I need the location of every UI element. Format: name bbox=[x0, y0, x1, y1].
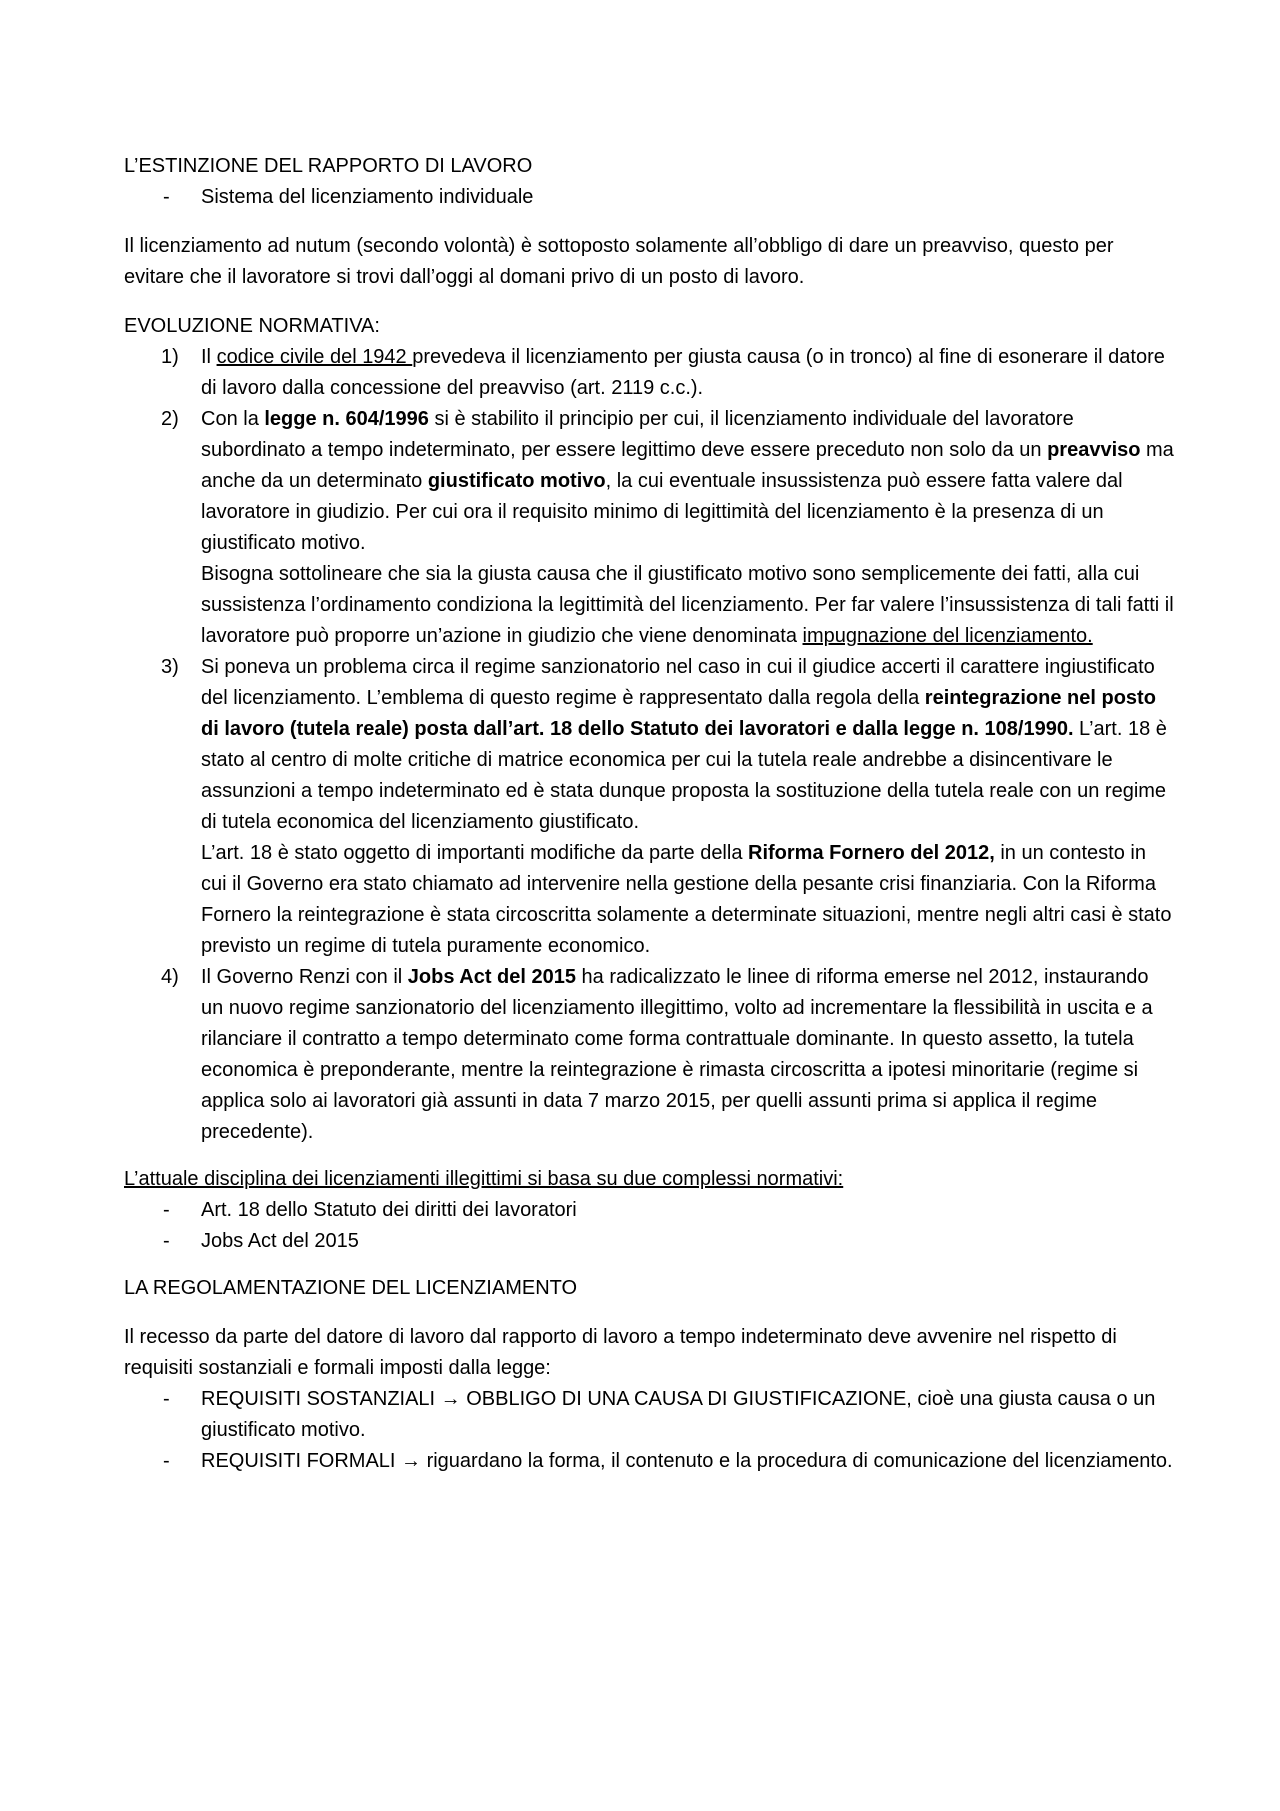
list-item-text: Jobs Act del 2015 bbox=[201, 1230, 359, 1252]
item-text: ma anche da un determinato bbox=[201, 439, 1174, 492]
item-text: , la cui eventuale insussistenza può essere fatta valere dal lavoratore in giudizio. Per cui ora il requisito minimo di legittimità del licenziamento è la presenza di un giustificato motivo. bbox=[201, 470, 1123, 554]
bold-text: Riforma Fornero del 2012, bbox=[748, 842, 995, 864]
regulation-heading: LA REGOLAMENTAZIONE DEL LICENZIAMENTO bbox=[124, 1277, 578, 1299]
item-paragraph bbox=[201, 838, 1174, 962]
item-number: 4) bbox=[161, 966, 179, 988]
underlined-text: impugnazione del licenziamento. bbox=[802, 625, 1093, 647]
evolution-list bbox=[124, 342, 1174, 1148]
intro-paragraph: Il licenziamento ad nutum (secondo volontà) è sottoposto solamente all’obbligo di dare un preavviso, questo per evitare che il lavoratore si trovi dall’oggi al domani privo di un posto di lavoro. bbox=[124, 235, 1114, 288]
underlined-text: codice civile del 1942 bbox=[216, 346, 413, 368]
list-item bbox=[124, 1226, 1174, 1257]
list-item-text: REQUISITI FORMALI → riguardano la forma, il contenuto e la procedura di comunicazione del licenziamento. bbox=[201, 1450, 1173, 1472]
item-text: ha radicalizzato le linee di riforma emerse nel 2012, instaurando un nuovo regime sanzionatorio del licenziamento illegittimo, volto ad incrementare la flessibilità in uscita e a rilanciare il contratto a tempo determinato come forma contrattuale dominante. In questo assetto, la tutela economica è preponderante, mentre la reintegrazione è rimasta circoscritta a ipotesi minoritarie (regime si applica solo ai lavoratori già assunti in data 7 marzo 2015, per quelli assunti prima si applica il regime precedente). bbox=[201, 966, 1153, 1143]
list-item bbox=[124, 1195, 1174, 1226]
item-text: Si poneva un problema circa il regime sanzionatorio nel caso in cui il giudice accerti il carattere ingiustificato del licenziamento. L’emblema di questo regime è rappresentato dalla regola della bbox=[201, 656, 1155, 709]
dash-bullet: - bbox=[163, 186, 170, 208]
subtitle: Sistema del licenziamento individuale bbox=[201, 186, 534, 208]
item-text: L’art. 18 è stato al centro di molte critiche di matrice economica per cui la tutela reale andrebbe a disincentivare le assunzioni a tempo indeterminato ed è stata dunque proposta la sostituzione della tutela reale con un regime di tutela economica del licenziamento giustificato. bbox=[201, 718, 1167, 833]
bold-text: preavviso bbox=[1047, 439, 1141, 461]
regulation-intro: Il recesso da parte del datore di lavoro dal rapporto di lavoro a tempo indeterminato deve avvenire nel rispetto di requisiti sostanziali e formali imposti dalla legge: bbox=[124, 1326, 1117, 1379]
subtitle-list bbox=[124, 182, 1174, 213]
list-item bbox=[124, 1384, 1174, 1446]
bold-text: legge n. 604/1996 bbox=[264, 408, 429, 430]
evolution-item-1 bbox=[124, 342, 1174, 404]
dash-bullet: - bbox=[163, 1388, 170, 1410]
item-text: si è stabilito il principio per cui, il licenziamento individuale del lavoratore subordinato a tempo indeterminato, per essere legittimo deve essere preceduto non solo da un bbox=[201, 408, 1074, 461]
item-text: prevedeva il licenziamento per giusta causa (o in tronco) al fine di esonerare il datore di lavoro dalla concessione del preavviso (art. 2119 c.c.). bbox=[201, 346, 1165, 399]
item-text: L’art. 18 è stato oggetto di importanti modifiche da parte della bbox=[201, 842, 749, 864]
bold-text: giustificato motivo bbox=[427, 470, 606, 492]
item-text: Il Governo Renzi con il bbox=[201, 966, 408, 988]
item-number: 1) bbox=[161, 346, 179, 368]
item-text: Bisogna sottolineare che sia la giusta causa che il giustificato motivo sono semplicemente dei fatti, alla cui sussistenza l’ordinamento condiziona la legittimità del licenziamento. Per far valere l’insussistenza di tali fatti il lavoratore può proporre un’azione in giudizio che viene denominata bbox=[201, 563, 1174, 647]
requirements-list bbox=[124, 1384, 1174, 1477]
list-item-text: Art. 18 dello Statuto dei diritti dei lavoratori bbox=[201, 1199, 577, 1221]
list-item bbox=[124, 1446, 1174, 1477]
item-number: 3) bbox=[161, 656, 179, 678]
list-item bbox=[124, 182, 1174, 213]
item-number: 2) bbox=[161, 408, 179, 430]
evolution-item-2 bbox=[124, 404, 1174, 652]
dash-bullet: - bbox=[163, 1450, 170, 1472]
list-item-text: REQUISITI SOSTANZIALI → OBBLIGO DI UNA CAUSA DI GIUSTIFICAZIONE, cioè una giusta causa o un giustificato motivo. bbox=[201, 1388, 1156, 1441]
item-text: Il bbox=[201, 346, 217, 368]
dash-bullet: - bbox=[163, 1199, 170, 1221]
evolution-heading: EVOLUZIONE NORMATIVA: bbox=[124, 315, 380, 337]
bold-text: reintegrazione nel posto di lavoro (tutela reale) posta dall’art. 18 dello Statuto dei lavoratori e dalla legge n. 108/1990. bbox=[201, 687, 1156, 740]
current-discipline-list bbox=[124, 1195, 1174, 1257]
document-title: L’ESTINZIONE DEL RAPPORTO DI LAVORO bbox=[124, 155, 533, 177]
item-text: Con la bbox=[201, 408, 265, 430]
item-text: in un contesto in cui il Governo era stato chiamato ad intervenire nella gestione della pesante crisi finanziaria. Con la Riforma Fornero la reintegrazione è stata circoscritta solamente a determinate situazioni, mentre negli altri casi è stato previsto un regime di tutela puramente economico. bbox=[201, 842, 1172, 957]
bold-text: Jobs Act del 2015 bbox=[407, 966, 576, 988]
item-paragraph bbox=[201, 559, 1174, 652]
evolution-item-3 bbox=[124, 652, 1174, 962]
dash-bullet: - bbox=[163, 1230, 170, 1252]
evolution-item-4 bbox=[124, 962, 1174, 1148]
document-body bbox=[124, 151, 1174, 1477]
current-discipline-heading: L’attuale disciplina dei licenziamenti illegittimi si basa su due complessi normativi: bbox=[124, 1168, 844, 1190]
